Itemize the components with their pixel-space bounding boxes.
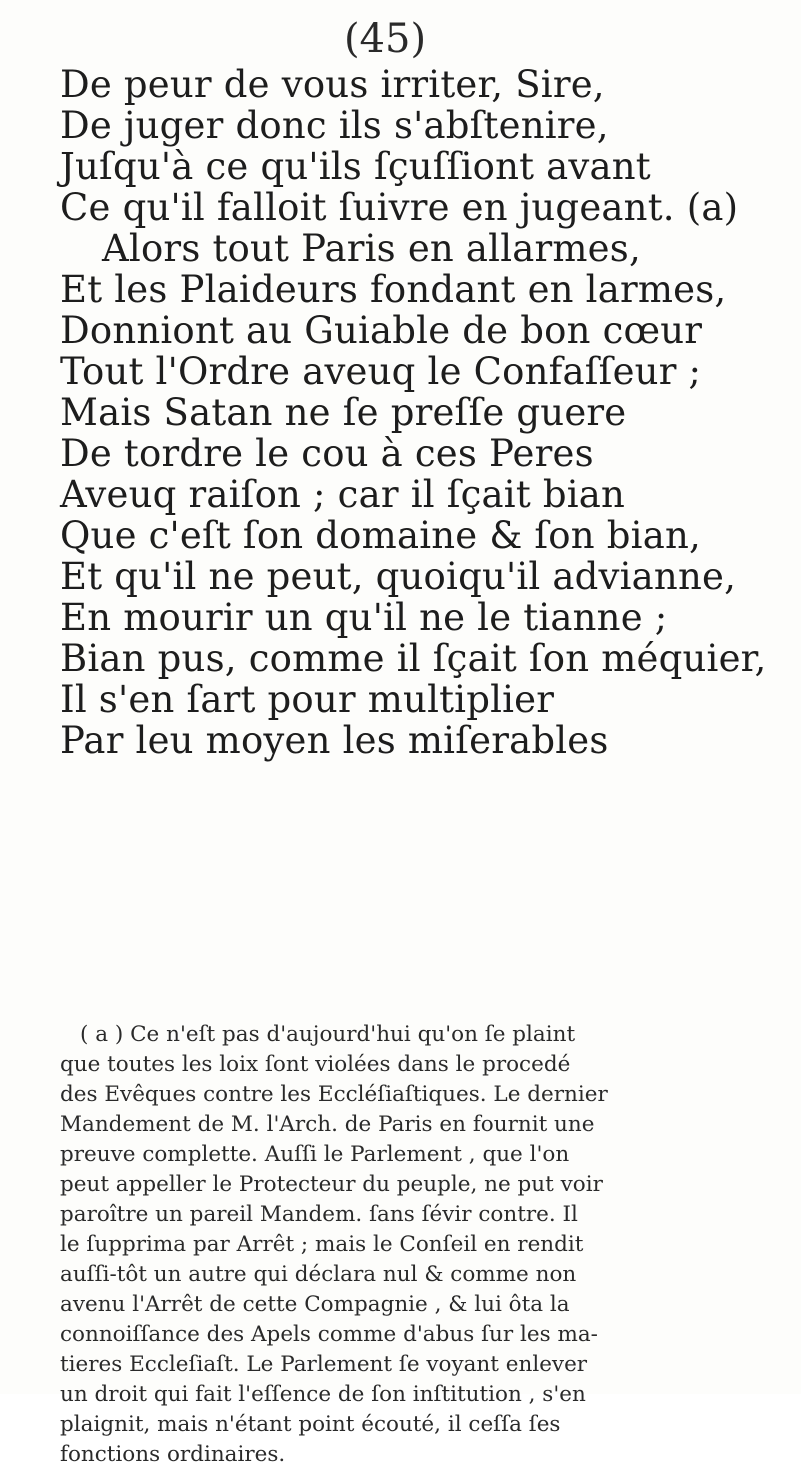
verse-line: Par leu moyen les miſerables — [60, 719, 609, 762]
footnote-line: paroître un pareil Mandem. ſans ſévir contre. Il — [60, 1202, 578, 1227]
footnote-line: plaignit, mais n'étant point écouté, il ceſſa ſes — [60, 1412, 561, 1437]
verse-line: Et les Plaideurs fondant en larmes, — [60, 268, 727, 311]
footnote-line: un droit qui fait l'eſſence de ſon inſtitution , s'en — [60, 1382, 586, 1407]
verse-line: Alors tout Paris en allarmes, — [102, 227, 641, 270]
footnote-line: des Evêques contre les Eccléſiaſtiques. Le dernier — [60, 1082, 608, 1107]
footnote-line: Mandement de M. l'Arch. de Paris en fournit une — [60, 1112, 595, 1137]
verse-line: Mais Satan ne ſe preſſe guere — [60, 391, 627, 434]
footnote-line: tieres Eccleſiaſt. Le Parlement ſe voyant enlever — [60, 1352, 588, 1377]
verse-line: De peur de vous irriter, Sire, — [60, 63, 605, 106]
footnote-line: preuve complette. Auſſi le Parlement , que l'on — [60, 1142, 570, 1167]
footnote-line: fonctions ordinaires. — [60, 1442, 286, 1467]
footnote-line: avenu l'Arrêt de cette Compagnie , & lui ôta la — [60, 1292, 570, 1317]
verse-line: De tordre le cou à ces Peres — [60, 432, 594, 475]
footnote-line: ( a ) Ce n'eſt pas d'aujourd'hui qu'on ſe plaint — [80, 1022, 576, 1047]
verse-line: Aveuq raiſon ; car il ſçait bian — [60, 473, 626, 516]
footnote-line: peut appeller le Protecteur du peuple, ne put voir — [60, 1172, 603, 1197]
verse-line: Bian pus, comme il ſçait ſon méquier, — [60, 637, 767, 680]
page-number: (45) — [343, 16, 427, 62]
verse-block — [60, 64, 780, 761]
footnote-line: auſſi-tôt un autre qui déclara nul & comme non — [60, 1262, 577, 1287]
footnote — [60, 1020, 736, 1470]
verse-line: En mourir un qu'il ne le tianne ; — [60, 596, 668, 639]
footnote-line: que toutes les loix ſont violées dans le procedé — [60, 1052, 571, 1077]
verse-line: Ce qu'il falloit ſuivre en jugeant. (a) — [60, 186, 739, 229]
verse-line: Que c'eſt ſon domaine & ſon bian, — [60, 514, 701, 557]
verse-line: Juſqu'à ce qu'ils ſçuſſiont avant — [60, 145, 651, 188]
footnote-line: le ſupprima par Arrêt ; mais le Conſeil en rendit — [60, 1232, 584, 1257]
verse-line: Donniont au Guiable de bon cœur — [60, 309, 703, 352]
verse-line: Et qu'il ne peut, quoiqu'il advianne, — [60, 555, 737, 598]
verse-line: De juger donc ils s'abſtenire, — [60, 104, 609, 147]
verse-line: Il s'en ſart pour multiplier — [60, 678, 555, 721]
verse-line: Tout l'Ordre aveuq le Confaſſeur ; — [60, 350, 702, 393]
footnote-line: connoiſſance des Apels comme d'abus ſur les ma- — [60, 1322, 598, 1347]
